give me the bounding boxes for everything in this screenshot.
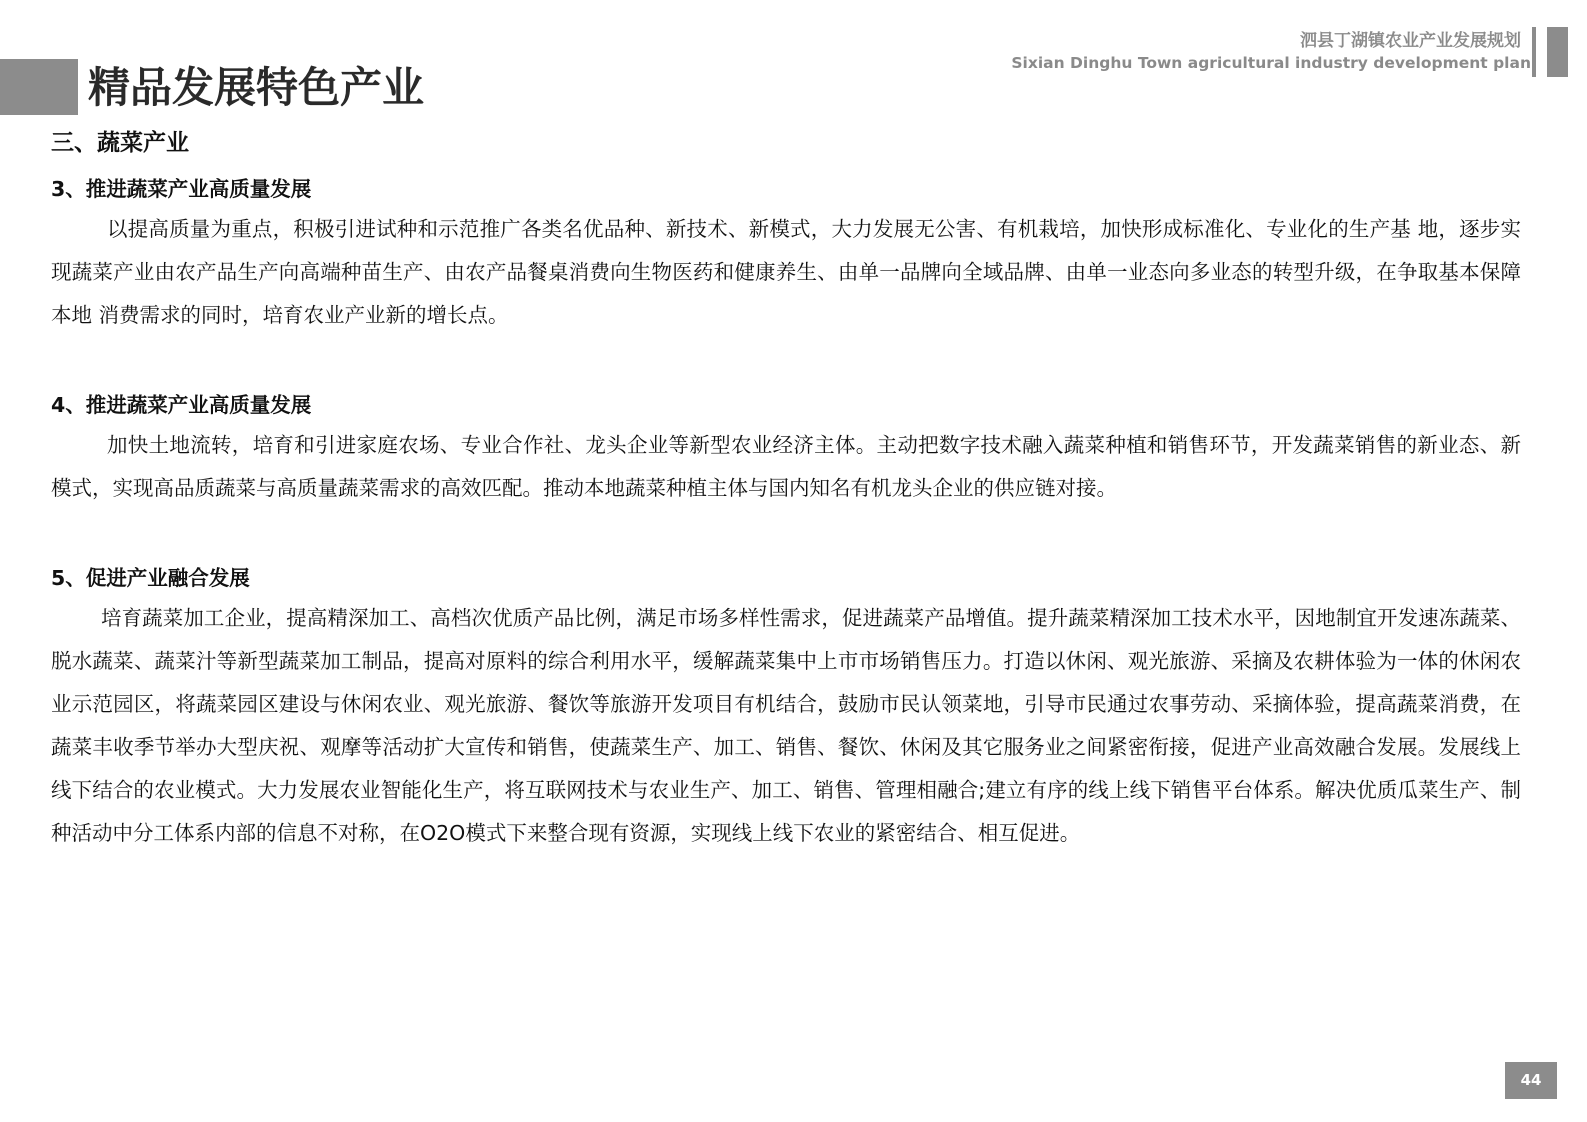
header-accent-bar-thick (1547, 27, 1568, 77)
header-accent-bar-thin (1532, 27, 1536, 77)
section-heading: 三、蔬菜产业 (51, 130, 189, 156)
subsection-body-3: 以提高质量为重点，积极引进试种和示范推广各类名优品种、新技术、新模式，大力发展无公害、有机栽培，加快形成标准化、专业化的生产基 地，逐步实现蔬菜产业由农产品生产向高端种苗生产、由农产品餐桌消费向生物医药和健康养生、由单一品牌向全域品牌、由单一业态向多业态的转型升级，在争取基本保障本地 消费需求的同时，培育农业产业新的增长点。 (51, 217, 1521, 327)
subsection-heading-3: 3、推进蔬菜产业高质量发展 (51, 177, 312, 201)
document-title-chinese: 泗县丁湖镇农业产业发展规划 (1300, 31, 1521, 51)
subsection-body-4: 加快土地流转，培育和引进家庭农场、专业合作社、龙头企业等新型农业经济主体。主动把数字技术融入蔬菜种植和销售环节，开发蔬菜销售的新业态、新模式，实现高品质蔬菜与高质量蔬菜需求的高效匹配。推动本地蔬菜种植主体与国内知名有机龙头企业的供应链对接。 (51, 433, 1521, 500)
title-accent-block (0, 59, 78, 115)
subsection-heading-4: 4、推进蔬菜产业高质量发展 (51, 393, 312, 417)
subsection-heading-5: 5、促进产业融合发展 (51, 566, 250, 590)
main-content (51, 124, 1521, 855)
subsection-body-5: 培育蔬菜加工企业，提高精深加工、高档次优质产品比例，满足市场多样性需求，促进蔬菜产品增值。提升蔬菜精深加工技术水平，因地制宜开发速冻蔬菜、脱水蔬菜、蔬菜汁等新型蔬菜加工制品，提高对原料的综合利用水平，缓解蔬菜集中上市市场销售压力。打造以休闲、观光旅游、采摘及农耕体验为一体的休闲农业示范园区，将蔬菜园区建设与休闲农业、观光旅游、餐饮等旅游开发项目有机结合，鼓励市民认领菜地，引导市民通过农事劳动、采摘体验，提高蔬菜消费，在蔬菜丰收季节举办大型庆祝、观摩等活动扩大宣传和销售，使蔬菜生产、加工、销售、餐饮、休闲及其它服务业之间紧密衔接，促进产业高效融合发展。发展线上线下结合的农业模式。大力发展农业智能化生产，将互联网技术与农业生产、加工、销售、管理相融合;建立有序的线上线下销售平台体系。解决优质瓜菜生产、制种活动中分工体系内部的信息不对称，在O2O模式下来整合现有资源，实现线上线下农业的紧密结合、相互促进。 (51, 606, 1521, 845)
document-title-english: Sixian Dinghu Town agricultural industry development plan (1011, 54, 1531, 72)
page-number-badge: 44 (1505, 1062, 1557, 1099)
page-title: 精品发展特色产业 (88, 63, 425, 112)
